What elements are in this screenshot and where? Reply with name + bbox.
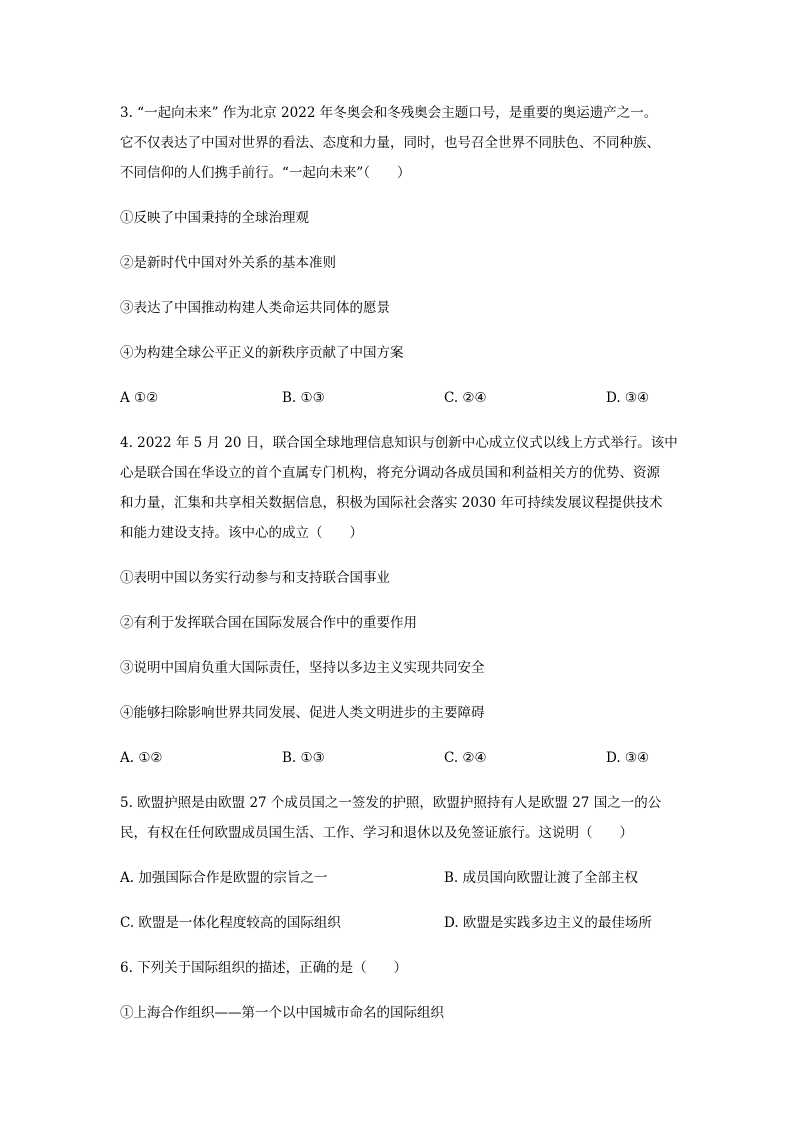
option-c: C. ②④: [444, 750, 487, 766]
option-c: C. 欧盟是一体化程度较高的国际组织: [120, 915, 341, 931]
option-a: A. 加强国际合作是欧盟的宗旨之一: [120, 870, 328, 886]
question-stem-line: 6. 下列关于国际组织的描述，正确的是（ ）: [120, 960, 408, 976]
option-d: D. 欧盟是实践多边主义的最佳场所: [444, 915, 652, 931]
option-a: A ①②: [120, 390, 159, 406]
statement-item: ①表明中国以务实行动参与和支持联合国事业: [120, 570, 390, 586]
question-stem-line: 它不仅表达了中国对世界的看法、态度和力量，同时，也号召全世界不同肤色、不同种族、: [120, 135, 660, 151]
statement-item: ②有利于发挥联合国在国际发展合作中的重要作用: [120, 615, 417, 631]
option-a: A. ①②: [120, 750, 163, 766]
question-stem-line: 3. “一起向未来” 作为北京 2022 年冬奥会和冬残奥会主题口号，是重要的奥运遗产之一。: [120, 105, 658, 121]
statement-item: ②是新时代中国对外关系的基本准则: [120, 255, 336, 271]
statement-item: ③说明中国肩负重大国际责任，坚持以多边主义实现共同安全: [120, 660, 485, 676]
question-stem-line: 5. 欧盟护照是由欧盟 27 个成员国之一签发的护照，欧盟护照持有人是欧盟 27 国之一的公: [120, 795, 662, 811]
question-stem-line: 和能力建设支持。该中心的成立（ ）: [120, 525, 363, 541]
option-b: B. ①③: [282, 390, 325, 406]
question-stem-line: 心是联合国在华设立的首个直属专门机构，将充分调动各成员国和利益相关方的优势、资源: [120, 465, 660, 481]
statement-item: ③表达了中国推动构建人类命运共同体的愿景: [120, 300, 390, 316]
option-c: C. ②④: [444, 390, 487, 406]
statement-item: ④能够扫除影响世界共同发展、促进人类文明进步的主要障碍: [120, 705, 485, 721]
option-b: B. 成员国向欧盟让渡了全部主权: [444, 870, 639, 886]
option-d: D. ③④: [606, 390, 650, 406]
question-stem-line: 4. 2022 年 5 月 20 日，联合国全球地理信息知识与创新中心成立仪式以线上方式举行。该中: [120, 435, 678, 451]
question-stem-line: 不同信仰的人们携手前行。“一起向未来”（ ）: [120, 165, 411, 181]
question-stem-line: 民，有权在任何欧盟成员国生活、工作、学习和退休以及免签证旅行。这说明（ ）: [120, 825, 633, 841]
statement-item: ①上海合作组织——第一个以中国城市命名的国际组织: [120, 1005, 444, 1021]
option-b: B. ①③: [282, 750, 325, 766]
question-stem-line: 和力量，汇集和共享相关数据信息，积极为国际社会落实 2030 年可持续发展议程提供技术: [120, 495, 663, 511]
option-d: D. ③④: [606, 750, 650, 766]
statement-item: ①反映了中国秉持的全球治理观: [120, 210, 309, 226]
statement-item: ④为构建全球公平正义的新秩序贡献了中国方案: [120, 345, 404, 361]
